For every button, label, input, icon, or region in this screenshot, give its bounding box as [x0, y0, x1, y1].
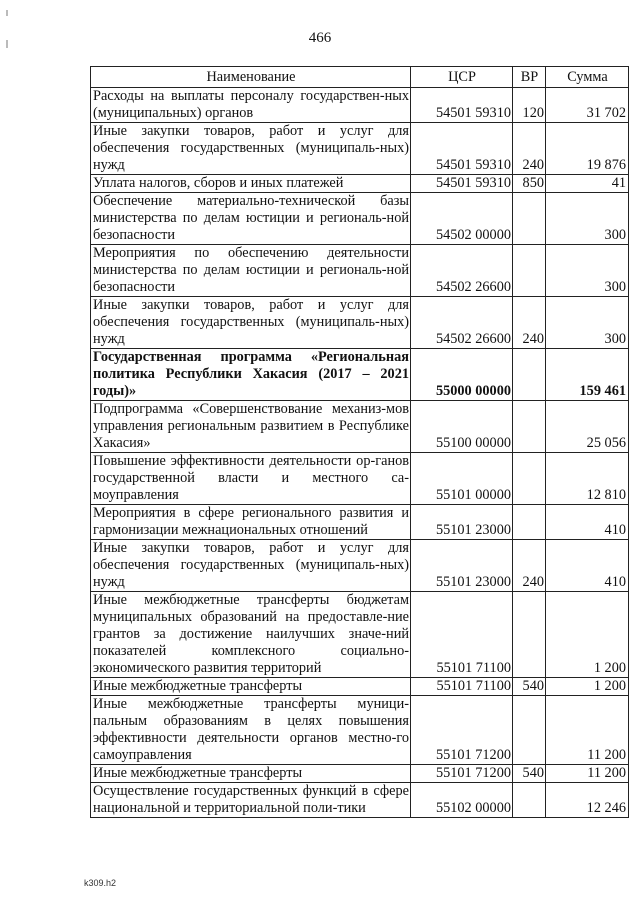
row-vr-cell: [513, 592, 546, 678]
row-name-cell: Расходы на выплаты персоналу государствен-ных (муниципальных) органов: [91, 88, 411, 123]
row-sum-cell: 300: [546, 297, 629, 349]
row-csr-cell: 54502 00000: [411, 193, 513, 245]
table-row: [91, 678, 629, 696]
row-name-cell: Иные закупки товаров, работ и услуг для обеспечения государственных (муниципаль-ных) нужд: [91, 297, 411, 349]
row-name-cell: Иные межбюджетные трансферты муници-пальным образованиям в целях повышения эффективности деятельности органов местно-го самоуправления: [91, 696, 411, 765]
row-vr-cell: 240: [513, 540, 546, 592]
row-sum-cell: 11 200: [546, 696, 629, 765]
row-sum-cell: 12 246: [546, 783, 629, 818]
footer-code: k309.h2: [84, 878, 117, 888]
row-name-cell: Иные межбюджетные трансферты: [91, 678, 411, 696]
row-name-cell: Мероприятия в сфере регионального развития и гармонизации межнациональных отношений: [91, 505, 411, 540]
row-csr-cell: 55101 71100: [411, 678, 513, 696]
table-row: [91, 765, 629, 783]
table-row: [91, 453, 629, 505]
table-body: [91, 88, 629, 818]
header-name: Наименование: [91, 67, 411, 88]
header-csr: ЦСР: [411, 67, 513, 88]
row-name-cell: Подпрограмма «Совершенствование механиз-мов управления региональным развитием в Республике Хакасия»: [91, 401, 411, 453]
table-row: [91, 401, 629, 453]
table-row: [91, 505, 629, 540]
row-vr-cell: 540: [513, 765, 546, 783]
row-sum-cell: 41: [546, 175, 629, 193]
row-sum-cell: 410: [546, 540, 629, 592]
row-vr-cell: [513, 453, 546, 505]
row-vr-cell: [513, 193, 546, 245]
row-sum-cell: 19 876: [546, 123, 629, 175]
row-sum-cell: 300: [546, 193, 629, 245]
budget-table: [90, 66, 629, 818]
table-row: [91, 297, 629, 349]
row-csr-cell: 54501 59310: [411, 88, 513, 123]
row-vr-cell: 120: [513, 88, 546, 123]
row-csr-cell: 55101 00000: [411, 453, 513, 505]
row-vr-cell: [513, 245, 546, 297]
row-csr-cell: 54502 26600: [411, 297, 513, 349]
row-csr-cell: 54502 26600: [411, 245, 513, 297]
table-header-row: [91, 67, 629, 88]
row-name-cell: Иные межбюджетные трансферты бюджетам муниципальных образований на предоставле-ние грантов за достижение наилучших значе-ний показателей комплексного социально-экономического развития территорий: [91, 592, 411, 678]
row-name-cell: Обеспечение материально-технической базы министерства по делам юстиции и региональ-ной безопасности: [91, 193, 411, 245]
table-row: [91, 349, 629, 401]
row-sum-cell: 1 200: [546, 678, 629, 696]
row-vr-cell: 850: [513, 175, 546, 193]
row-vr-cell: 240: [513, 123, 546, 175]
row-vr-cell: 240: [513, 297, 546, 349]
row-csr-cell: 55100 00000: [411, 401, 513, 453]
row-csr-cell: 55102 00000: [411, 783, 513, 818]
table-row: [91, 88, 629, 123]
row-sum-cell: 31 702: [546, 88, 629, 123]
row-sum-cell: 11 200: [546, 765, 629, 783]
row-sum-cell: 300: [546, 245, 629, 297]
row-sum-cell: 25 056: [546, 401, 629, 453]
table-row: [91, 592, 629, 678]
row-name-cell: Иные закупки товаров, работ и услуг для обеспечения государственных (муниципаль-ных) нужд: [91, 123, 411, 175]
row-name-cell: Мероприятия по обеспечению деятельности министерства по делам юстиции и региональ-ной безопасности: [91, 245, 411, 297]
row-sum-cell: 159 461: [546, 349, 629, 401]
table-row: [91, 123, 629, 175]
table-row: [91, 696, 629, 765]
row-csr-cell: 55101 71200: [411, 765, 513, 783]
header-sum: Сумма: [546, 67, 629, 88]
table-row: [91, 175, 629, 193]
table-row: [91, 193, 629, 245]
row-sum-cell: 410: [546, 505, 629, 540]
row-csr-cell: 55101 71100: [411, 592, 513, 678]
row-name-cell: Иные закупки товаров, работ и услуг для обеспечения государственных (муниципаль-ных) нужд: [91, 540, 411, 592]
row-sum-cell: 12 810: [546, 453, 629, 505]
row-csr-cell: 55101 23000: [411, 540, 513, 592]
row-csr-cell: 55000 00000: [411, 349, 513, 401]
row-name-cell: Повышение эффективности деятельности ор-ганов государственной власти и местного са-моуправления: [91, 453, 411, 505]
table-row: [91, 245, 629, 297]
table-row: [91, 783, 629, 818]
row-name-cell: Государственная программа «Региональная политика Республики Хакасия (2017 – 2021 годы)»: [91, 349, 411, 401]
table-row: [91, 540, 629, 592]
row-csr-cell: 55101 71200: [411, 696, 513, 765]
row-vr-cell: [513, 696, 546, 765]
row-vr-cell: [513, 783, 546, 818]
row-csr-cell: 55101 23000: [411, 505, 513, 540]
row-sum-cell: 1 200: [546, 592, 629, 678]
page-number: 466: [308, 30, 332, 46]
row-vr-cell: [513, 505, 546, 540]
row-csr-cell: 54501 59310: [411, 123, 513, 175]
row-vr-cell: 540: [513, 678, 546, 696]
row-vr-cell: [513, 401, 546, 453]
scan-mark: [6, 10, 8, 16]
row-name-cell: Иные межбюджетные трансферты: [91, 765, 411, 783]
row-name-cell: Осуществление государственных функций в сфере национальной и территориальной поли-тики: [91, 783, 411, 818]
row-vr-cell: [513, 349, 546, 401]
row-name-cell: Уплата налогов, сборов и иных платежей: [91, 175, 411, 193]
row-csr-cell: 54501 59310: [411, 175, 513, 193]
header-vr: ВР: [513, 67, 546, 88]
